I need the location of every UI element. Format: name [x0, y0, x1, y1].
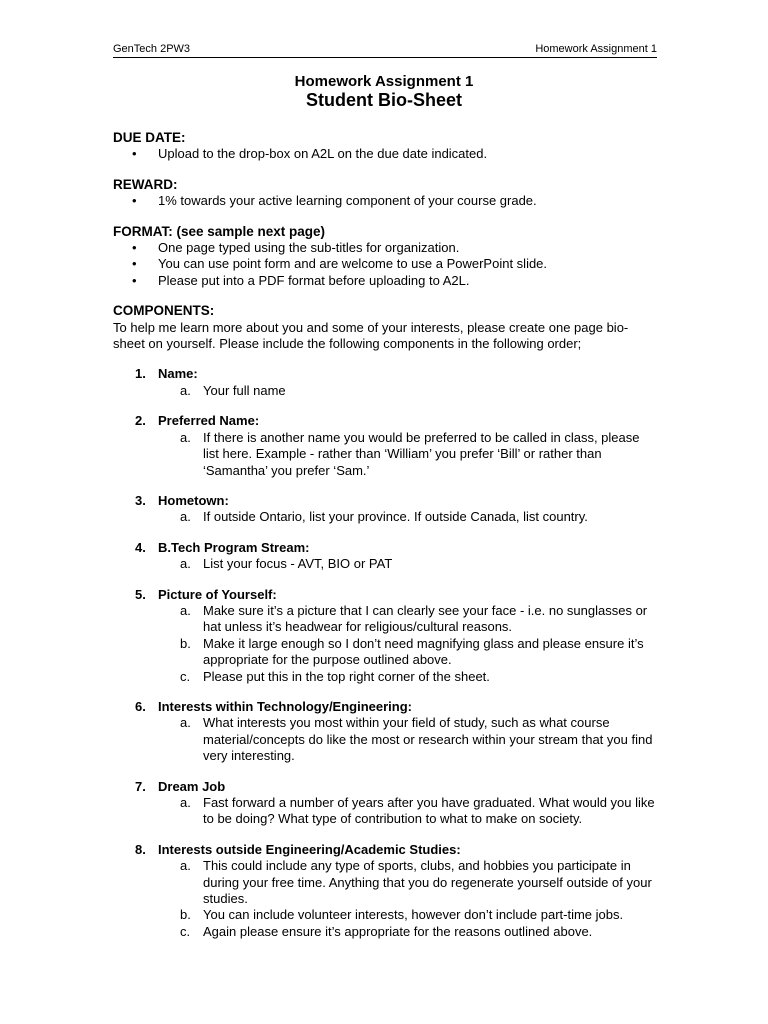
- sub-letter: a.: [180, 715, 191, 731]
- sub-text: Make it large enough so I don’t need magnifying glass and please ensure it’s appropriate for the purpose outlined above.: [203, 635, 644, 668]
- sub-text: Again please ensure it’s appropriate for the reasons outlined above.: [203, 923, 593, 939]
- component-item: [113, 366, 658, 399]
- section: [113, 224, 658, 290]
- bullet-item: [113, 273, 658, 289]
- sub-letter: a.: [180, 795, 191, 810]
- item-title: Name:: [158, 366, 198, 382]
- component-item: [113, 493, 658, 526]
- item-title: Interests within Technology/Engineering:: [158, 698, 413, 714]
- bullet-icon: •: [132, 256, 137, 272]
- bullet-text: 1% towards your active learning component of your course grade.: [158, 193, 537, 209]
- bullet-icon: •: [132, 272, 137, 288]
- section-title: DUE DATE:: [113, 130, 186, 145]
- bullet-list: [113, 146, 658, 162]
- bullet-item: [113, 256, 658, 272]
- sub-item: [158, 509, 658, 525]
- item-number: 1.: [135, 366, 146, 382]
- document-body: [113, 130, 658, 954]
- bullet-text: You can use point form and are welcome to use a PowerPoint slide.: [158, 256, 548, 272]
- components-intro: To help me learn more about you and some of your interests, please create one page bio-sheet on yourself. Please include the following components in the following order;: [113, 319, 629, 352]
- sub-letter: a.: [180, 509, 191, 525]
- sub-letter: a.: [180, 602, 191, 618]
- components-title: COMPONENTS:: [113, 303, 215, 319]
- item-title: Preferred Name:: [158, 413, 260, 429]
- sub-item: [158, 636, 658, 669]
- item-number: 6.: [135, 698, 146, 714]
- bullet-text: Please put into a PDF format before uploading to A2L.: [158, 272, 470, 288]
- bullet-text: One page typed using the sub-titles for organization.: [158, 240, 460, 256]
- sub-text: List your focus - AVT, BIO or PAT: [203, 556, 393, 572]
- section: [113, 177, 658, 210]
- sub-item: [158, 556, 658, 572]
- bullet-item: [113, 146, 658, 162]
- sub-text: Please put this in the top right corner of the sheet.: [203, 668, 490, 684]
- item-title: Interests outside Engineering/Academic Studies:: [158, 841, 461, 857]
- header-right: Homework Assignment 1: [535, 43, 657, 55]
- page-header: [113, 43, 657, 58]
- sub-item: [158, 924, 658, 940]
- item-title: Dream Job: [158, 778, 226, 794]
- sub-item: [158, 715, 658, 764]
- sub-item: [158, 383, 658, 399]
- bullet-icon: •: [132, 146, 137, 162]
- sub-item: [158, 603, 658, 636]
- component-item: [113, 587, 658, 685]
- sub-item: [158, 430, 658, 479]
- sub-text: You can include volunteer interests, however don’t include part-time jobs.: [203, 907, 624, 923]
- sub-item: [158, 795, 658, 828]
- item-number: 3.: [135, 492, 146, 508]
- sub-item: [158, 669, 658, 685]
- sub-letter: c.: [180, 923, 191, 939]
- sub-text: Fast forward a number of years after you have graduated. What would you like to be doing? What type of contribution to what to make on society.: [203, 795, 655, 827]
- item-number: 4.: [135, 539, 146, 555]
- sub-text: This could include any type of sports, clubs, and hobbies you participate in during your free time. Anything that you do regenerate yourself outside of your studies.: [203, 858, 652, 907]
- sections: [113, 130, 658, 289]
- section-title: REWARD:: [113, 176, 178, 192]
- component-item: [113, 842, 658, 940]
- bullet-item: [113, 240, 658, 256]
- item-title: B.Tech Program Stream:: [158, 539, 310, 555]
- component-item: [113, 413, 658, 479]
- bullet-text: Upload to the drop-box on A2L on the due date indicated.: [158, 146, 488, 162]
- item-number: 8.: [135, 841, 146, 857]
- sub-item: [158, 858, 658, 907]
- sub-item: [158, 907, 658, 923]
- sub-letter: a.: [180, 556, 191, 572]
- sub-text: What interests you most within your field of study, such as what course material/concepts do like the most or research within your stream that you find very interesting.: [203, 715, 653, 764]
- sub-text: If outside Ontario, list your province. If outside Canada, list country.: [203, 509, 588, 525]
- bullet-list: [113, 240, 658, 289]
- components-list: [113, 366, 658, 940]
- bullet-icon: •: [132, 240, 137, 256]
- sub-letter: a.: [180, 858, 191, 874]
- bullet-item: [113, 193, 658, 209]
- item-number: 7.: [135, 778, 146, 794]
- item-title: Picture of Yourself:: [158, 586, 277, 602]
- component-item: [113, 540, 658, 573]
- component-item: [113, 779, 658, 828]
- title-line-2: Student Bio-Sheet: [306, 90, 462, 110]
- item-number: 5.: [135, 586, 146, 602]
- components-section: [113, 303, 658, 940]
- component-item: [113, 699, 658, 765]
- sub-letter: c.: [180, 668, 191, 684]
- title-line-1: Homework Assignment 1: [294, 73, 474, 90]
- section-title: FORMAT: (see sample next page): [113, 223, 326, 239]
- sub-letter: b.: [180, 907, 191, 923]
- sub-letter: b.: [180, 635, 191, 651]
- sub-letter: a.: [180, 429, 191, 445]
- bullet-list: [113, 193, 658, 209]
- bullet-icon: •: [132, 193, 137, 209]
- section: [113, 130, 658, 163]
- sub-letter: a.: [180, 382, 191, 398]
- item-number: 2.: [135, 413, 146, 429]
- item-title: Hometown:: [158, 492, 229, 508]
- header-left: GenTech 2PW3: [113, 43, 191, 55]
- sub-text: Your full name: [203, 382, 286, 398]
- sub-text: Make sure it’s a picture that I can clearly see your face - i.e. no sunglasses or hat unless it’s headwear for religious/cultural reasons.: [203, 602, 648, 635]
- sub-text: If there is another name you would be preferred to be called in class, please list here. Example - rather than ‘William’ you prefer ‘Bill’ or rather than ‘Samantha’ you prefer ‘Sam.’: [203, 429, 640, 478]
